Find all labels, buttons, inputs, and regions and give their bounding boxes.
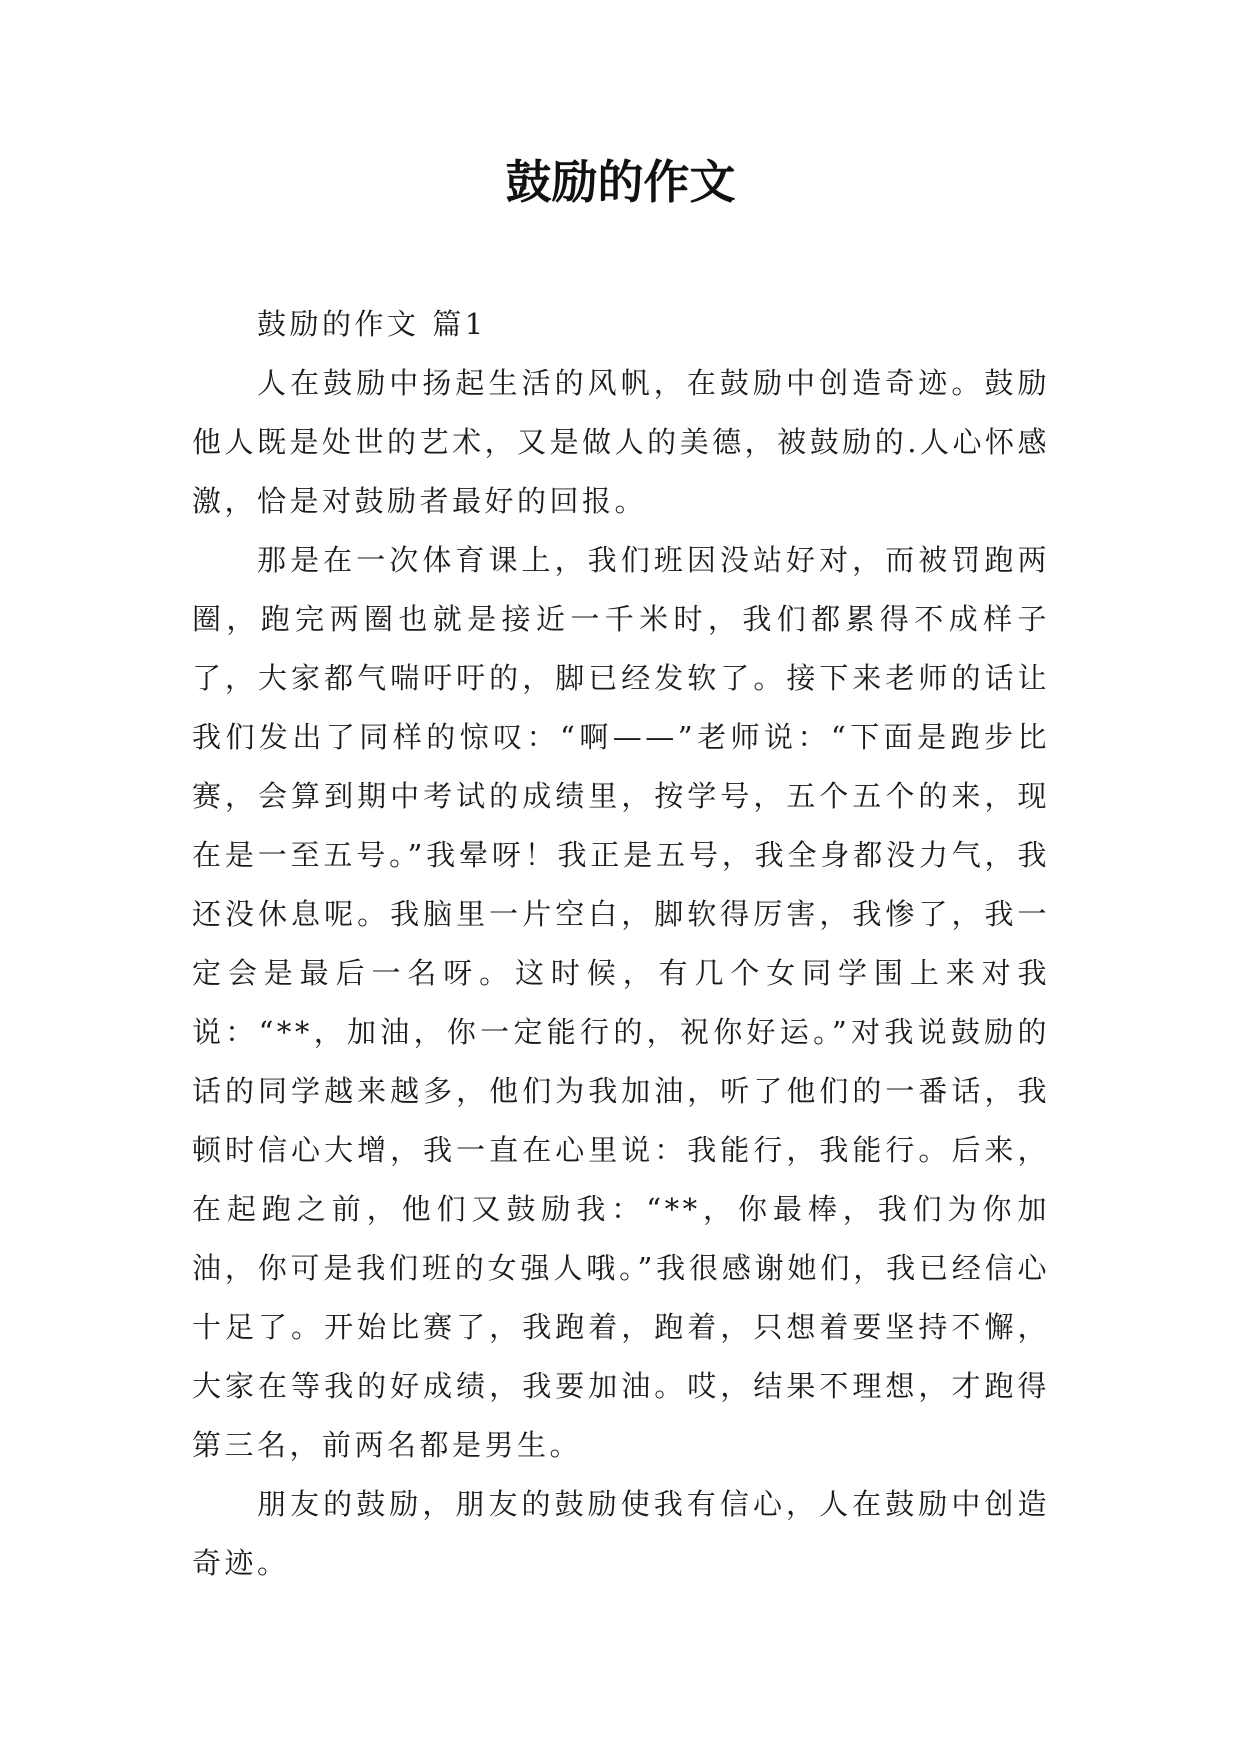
paragraph-2: 那是在一次体育课上，我们班因没站好对，而被罚跑两圈，跑完两圈也就是接近一千米时，我们都累得不成样子了，大家都气喘吁吁的，脚已经发软了。接下来老师的话让我们发出了同样的惊叹：“啊——”老师说：“下面是跑步比赛，会算到期中考试的成绩里，按学号，五个五个的来，现在是一至五号。”我晕呀！我正是五号，我全身都没力气，我还没休息呢。我脑里一片空白，脚软得厉害，我惨了，我一定会是最后一名呀。这时候，有几个女同学围上来对我说：“**，加油，你一定能行的，祝你好运。”对我说鼓励的话的同学越来越多，他们为我加油，听了他们的一番话，我顿时信心大增，我一直在心里说：我能行，我能行。后来，在起跑之前，他们又鼓励我：“**，你最棒，我们为你加油，你可是我们班的女强人哦。”我很感谢她们，我已经信心十足了。开始比赛了，我跑着，跑着，只想着要坚持不懈，大家在等我的好成绩，我要加油。哎，结果不理想，才跑得第三名，前两名都是男生。	[192, 543, 1050, 1462]
document-title: 鼓励的作文	[505, 155, 736, 209]
section-heading: 鼓励的作文 篇1	[257, 307, 487, 341]
paragraph-1: 人在鼓励中扬起生活的风帆，在鼓励中创造奇迹。鼓励他人既是处世的艺术，又是做人的美德，被鼓励的.人心怀感激，恰是对鼓励者最好的回报。	[192, 366, 1050, 518]
document-body	[192, 295, 1050, 1593]
paragraph-3: 朋友的鼓励，朋友的鼓励使我有信心，人在鼓励中创造奇迹。	[192, 1487, 1050, 1580]
